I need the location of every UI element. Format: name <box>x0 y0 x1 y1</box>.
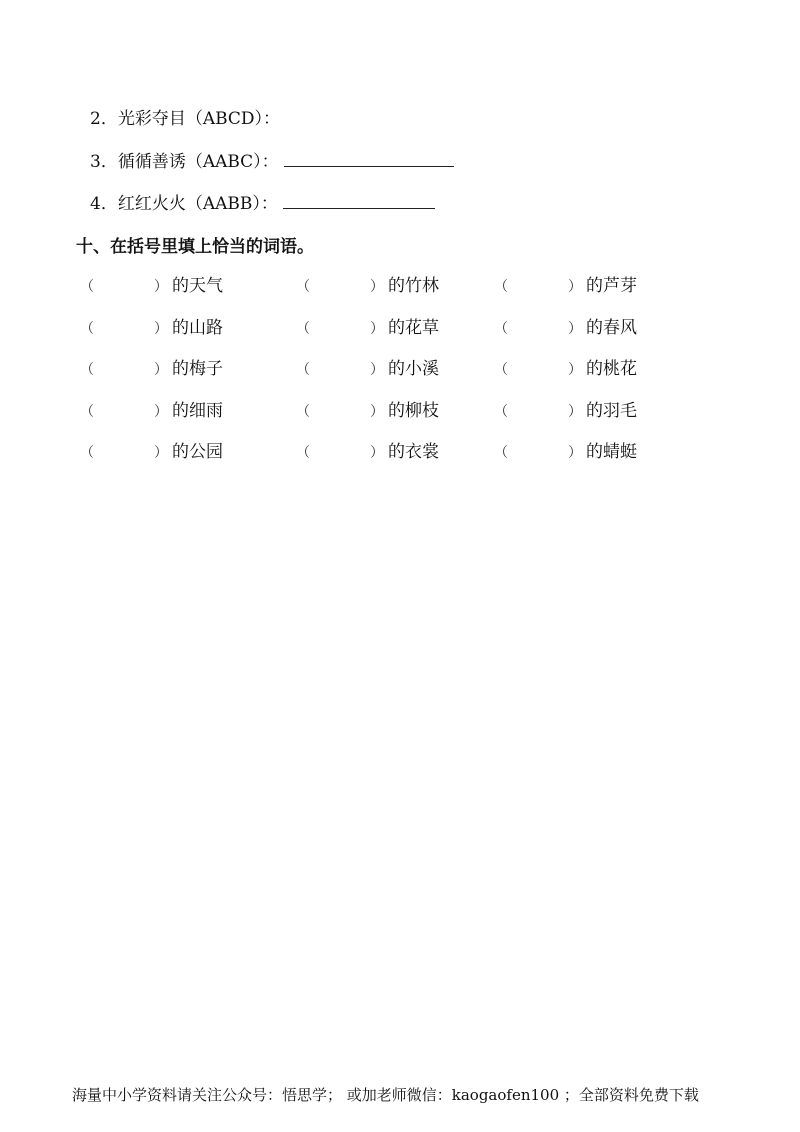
item-4 <box>90 192 435 215</box>
fill-item-word: 的小溪 <box>388 359 439 379</box>
fill-item-word: 的蜻蜓 <box>586 442 637 462</box>
fill-item-word: 的梅子 <box>172 359 223 379</box>
fill-item[interactable]: （ ） 的公园 <box>80 442 223 462</box>
fill-item[interactable]: （ ） 的花草 <box>296 317 439 338</box>
fill-item-word: 的细雨 <box>172 400 223 421</box>
fill-item[interactable]: （ ） 的衣裳 <box>296 442 439 462</box>
fill-item-word: 的柳枝 <box>388 400 439 421</box>
fill-item-word: 的公园 <box>172 442 223 462</box>
fill-item[interactable]: （ ） 的羽毛 <box>494 400 637 421</box>
fill-item[interactable]: （ ） 的山路 <box>80 317 223 338</box>
item-2 <box>90 108 280 130</box>
fill-item[interactable]: （ ） 的蜻蜓 <box>494 442 637 462</box>
section-title: 十、在括号里填上恰当的词语。 <box>76 237 314 257</box>
fill-item-word: 的春风 <box>586 317 637 338</box>
fill-item[interactable]: （ ） 的小溪 <box>296 359 439 379</box>
fill-item-word: 的桃花 <box>586 359 637 379</box>
item-4-label: 4．红红火火（AABB）： <box>90 194 278 214</box>
fill-item-word: 的花草 <box>388 317 439 338</box>
item-3 <box>90 150 454 173</box>
fill-item[interactable]: （ ） 的芦芽 <box>494 276 637 296</box>
fill-item-word: 的芦芽 <box>586 276 637 296</box>
footer-note: 海量中小学资料请关注公众号：悟思学； 或加老师微信：kaogaofen100 ；全部资料免费下载 <box>72 1086 699 1104</box>
fill-item-word: 的山路 <box>172 317 223 338</box>
fill-item-word: 的衣裳 <box>388 442 439 462</box>
fill-item[interactable]: （ ） 的桃花 <box>494 359 637 379</box>
answer-blank-4[interactable] <box>283 192 435 209</box>
fill-item[interactable]: （ ） 的细雨 <box>80 400 223 421</box>
fill-item[interactable]: （ ） 的梅子 <box>80 359 223 379</box>
fill-item[interactable]: （ ） 的天气 <box>80 276 223 296</box>
fill-item-word: 的天气 <box>172 276 223 296</box>
fill-item-word: 的羽毛 <box>586 400 637 421</box>
fill-item-word: 的竹林 <box>388 276 439 296</box>
fill-item[interactable]: （ ） 的柳枝 <box>296 400 439 421</box>
answer-blank-3[interactable] <box>284 150 454 167</box>
fill-item[interactable]: （ ） 的竹林 <box>296 276 439 296</box>
item-3-label: 3．循循善诱（AABC）： <box>90 152 279 172</box>
fill-item[interactable]: （ ） 的春风 <box>494 317 637 338</box>
item-2-label: 2．光彩夺目（ABCD）： <box>90 109 281 129</box>
